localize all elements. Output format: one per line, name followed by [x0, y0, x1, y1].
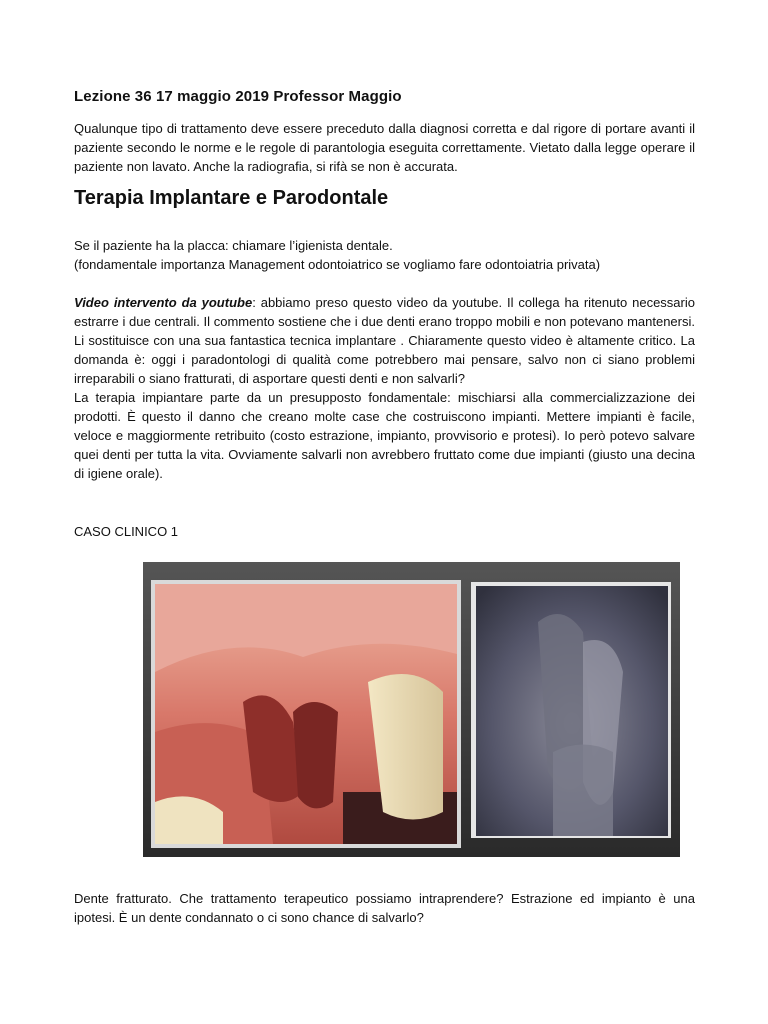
x-ray-icon [471, 582, 671, 838]
clinical-figure [143, 562, 680, 857]
video-text: : abbiamo preso questo video da youtube. Il collega ha ritenuto necessario estrarre i due centrali. Il commento sostiene che i due denti erano troppo mobili e non potevano mantenersi. Li sostituisce con una sua fantastica tecnica implantare . Chiaramente questo video è altamente critico. La domanda è: oggi i paradontologi di qualità come potrebbero mai pensare, salvo non ci siano problemi irreparabili o siano fratturati, di asportare questi denti e non salvarli? [74, 295, 695, 386]
video-paragraph [74, 293, 695, 483]
section-title: Terapia Implantare e Parodontale [74, 187, 389, 209]
lesson-header: Lezione 36 17 maggio 2019 Professor Maggio [74, 88, 402, 105]
clinical-photo-icon [151, 580, 461, 848]
case-label: CASO CLINICO 1 [74, 524, 179, 539]
notes-line-2: (fondamentale importanza Management odontoiatrico se vogliamo fare odontoiatria privata) [74, 257, 601, 272]
closing-paragraph: Dente fratturato. Che trattamento terapeutico possiamo intraprendere? Estrazione ed impianto è una ipotesi. È un dente condannato o ci sono chance di salvarlo? [74, 891, 695, 925]
notes-paragraph [74, 236, 695, 274]
video-block [74, 293, 695, 388]
notes-line-1: Se il paziente ha la placca: chiamare l’igienista dentale. [74, 238, 393, 253]
video-text-2: La terapia impiantare parte da un presupposto fondamentale: mischiarsi alla commercializzazione dei prodotti. È questo il danno che creano molte case che costruiscono impianti. Mettere impianti è facile, veloce e maggiormente retribuito (costo estrazione, impianto, provvisorio e protesi). Io però potevo salvare quei denti per tutta la vita. Ovviamente salvarli non avrebbero fruttato come due impianti (giusto una decina di igiene orale). [74, 390, 695, 481]
intro-paragraph: Qualunque tipo di trattamento deve essere preceduto dalla diagnosi corretta e dal rigore di portare avanti il paziente secondo le norme e le regole di parantologia eseguita correttamente. Vietato dalla legge operare il paziente non lavato. Anche la radiografia, si rifà se non è accurata. [74, 121, 695, 174]
clinical-figure-svg [143, 562, 680, 857]
video-lead: Video intervento da youtube [74, 295, 253, 310]
